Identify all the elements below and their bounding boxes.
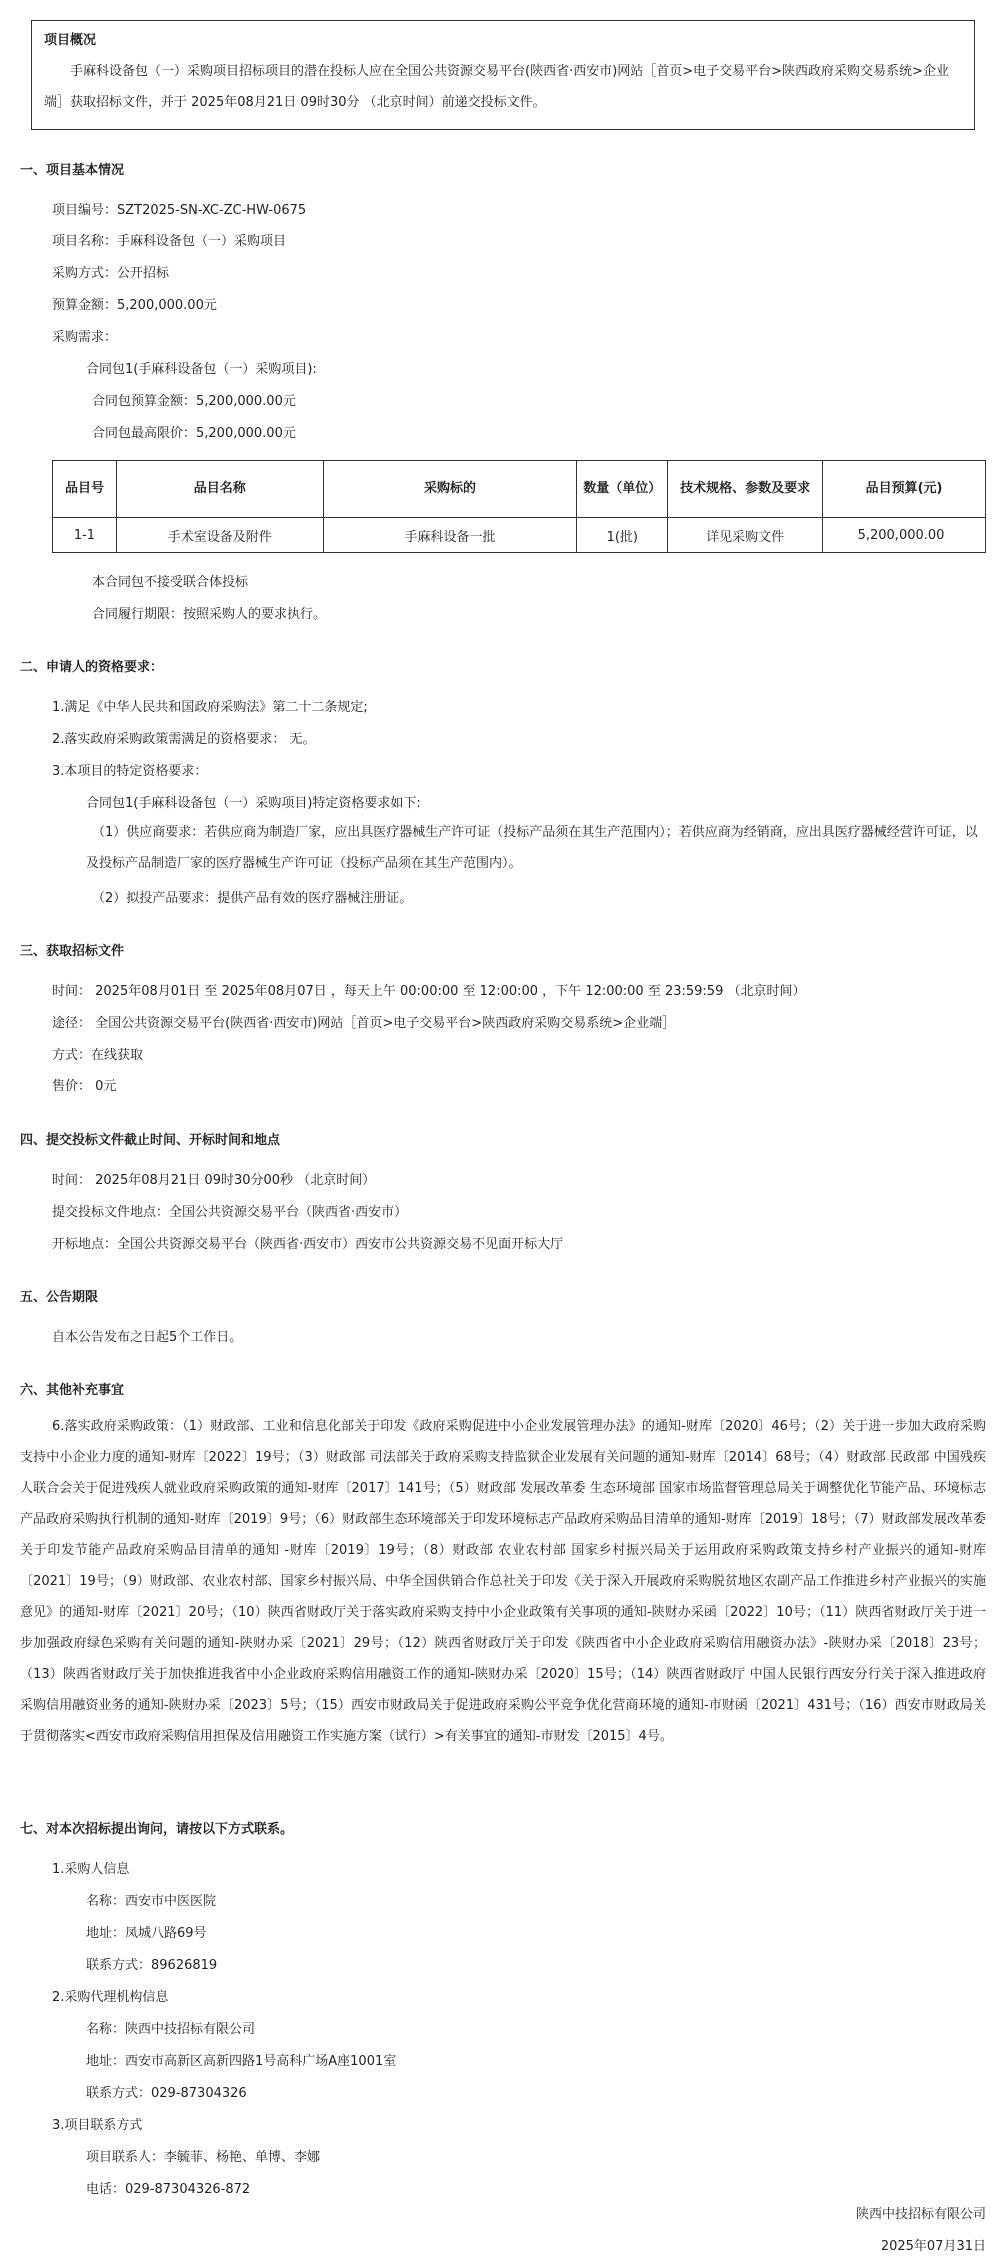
footer-organization: 陕西中技招标有限公司 <box>855 2207 986 2222</box>
buyer-name: 名称：西安市中医医院 <box>86 1894 217 1909</box>
overview-text: 手麻科设备包（一）采购项目招标项目的潜在投标人应在全国公共资源交易平台(陕西省·西安市)网站［首页>电子交易平台>陕西政府采购交易系统>企业端］获取招标文件，并于 2025年08月21日 09时30分 （北京时间）前递交投标文件。 <box>44 64 949 110</box>
table-header: 技术规格、参数及要求 <box>668 461 823 518</box>
table-cell: 手麻科设备一批 <box>323 518 577 553</box>
qual-product: （2）拟投产品要求：提供产品有效的医疗器械注册证。 <box>92 891 413 906</box>
table-cell: 1-1 <box>53 518 117 553</box>
agent-heading: 2.采购代理机构信息 <box>52 1990 169 2005</box>
buyer-contact: 联系方式：89626819 <box>86 1958 218 1973</box>
section-7-title: 七、对本次招标提出询问，请按以下方式联系。 <box>20 1822 294 1837</box>
obtain-mode: 方式：在线获取 <box>52 1048 144 1063</box>
policy-text: 6.落实政府采购政策：（1）财政部、工业和信息化部关于印发《政府采购促进中小企业发展管理办法》的通知-财库〔2020〕46号；（2）关于进一步加大政府采购支持中小企业力度的通知-财库〔2022〕19号；（3）财政部 司法部关于政府采购支持监狱企业发展有关问题的通知-财库〔2014〕68号；（4）财政部 民政部 中国残疾人联合会关于促进残疾人就业政府采购政策的通知-财库〔2017〕141号；（5）财政部 发展改革委 生态环境部 国家市场监督管理总局关于调整优化节能产品、环境标志产品政府采购执行机制的通知-财库〔2019〕9号；（6）财政部生态环境部关于印发环境标志产品政府采购品目清单的通知-财库〔2019〕18号；（7）财政部发展改革委关于印发节能产品政府采购品目清单的通知 -财库〔2019〕19号；（8）财政部 农业农村部 国家乡村振兴局关于运用政府采购政策支持乡村产业振兴的通知-财库〔2021〕19号；（9）财政部、农业农村部、国家乡村振兴局、中华全国供销合作总社关于印发《关于深入开展政府采购脱贫地区农副产品工作推进乡村产业振兴的实施意见》的通知-财库〔2021〕20号；（10）陕西省财政厅关于落实政府采购支持中小企业政策有关事项的通知-陕财办采函〔2022〕10号；（11）陕西省财政厅关于进一步加强政府绿色采购有关问题的通知-陕财办采〔2021〕29号；（12）陕西省财政厅关于印发《陕西省中小企业政府采购信用融资办法》-陕财办采〔2018〕23号；（13）陕西省财政厅关于加快推进我省中小企业政府采购信用融资工作的通知-陕财办采〔2020〕15号；（14）陕西省财政厅 中国人民银行西安分行关于深入推进政府采购信用融资业务的通知-陕财办采〔2023〕5号；（15）西安市财政局关于促进政府采购公平竞争优化营商环境的通知-市财函〔2021〕431号；（16）西安市财政局关于贯彻落实<西安市政府采购信用担保及信用融资工作实施方案（试行）>有关事宜的通知-市财发〔2015〕4号。 <box>20 1419 986 1744</box>
table-cell: 手术室设备及附件 <box>116 518 323 553</box>
procurement-demand: 采购需求： <box>52 330 118 345</box>
package-budget: 合同包预算金额：5,200,000.00元 <box>92 394 296 409</box>
table-cell: 5,200,000.00 <box>823 518 986 553</box>
buyer-address: 地址：凤城八路69号 <box>86 1926 207 1941</box>
agent-name: 名称：陕西中技招标有限公司 <box>86 2022 256 2037</box>
section-2-title: 二、申请人的资格要求： <box>20 660 164 675</box>
qual-2: 2.落实政府采购政策需满足的资格要求： 无。 <box>52 732 316 747</box>
table-header: 品目名称 <box>116 461 323 518</box>
project-contact-phone: 电话：029-87304326-872 <box>86 2182 251 2197</box>
obtain-time: 时间： 2025年08月01日 至 2025年08月07日 ，每天上午 00:00:00 至 12:00:00 ，下午 12:00:00 至 23:59:59 （北京时间） <box>52 984 806 999</box>
obtain-price: 售价： 0元 <box>52 1079 117 1094</box>
deadline-time: 时间： 2025年08月21日 09时30分00秒 （北京时间） <box>52 1173 376 1188</box>
qual-1: 1.满足《中华人民共和国政府采购法》第二十二条规定; <box>52 700 368 715</box>
notice-period: 自本公告发布之日起5个工作日。 <box>52 1330 243 1345</box>
package-title: 合同包1(手麻科设备包（一）采购项目): <box>86 362 317 377</box>
package-max-price: 合同包最高限价：5,200,000.00元 <box>92 426 296 441</box>
no-joint-bid: 本合同包不接受联合体投标 <box>92 575 249 590</box>
footer-date: 2025年07月31日 <box>880 2239 986 2254</box>
overview-title: 项目概况 <box>44 33 97 48</box>
contract-period: 合同履行期限：按照采购人的要求执行。 <box>92 607 327 622</box>
obtain-way: 途径： 全国公共资源交易平台(陕西省·西安市)网站［首页>电子交易平台>陕西政府采购交易系统>企业端］ <box>52 1016 676 1031</box>
agent-contact: 联系方式：029-87304326 <box>86 2086 247 2101</box>
table-header: 品目预算(元) <box>823 461 986 518</box>
project-contact-people: 项目联系人：李毓菲、杨艳、单博、李娜 <box>86 2150 321 2165</box>
project-name: 项目名称：手麻科设备包（一）采购项目 <box>52 234 287 249</box>
project-contact-heading: 3.项目联系方式 <box>52 2118 143 2133</box>
budget-amount: 预算金额：5,200,000.00元 <box>52 298 217 313</box>
agent-address: 地址：西安市高新区高新四路1号高科广场A座1001室 <box>86 2054 397 2069</box>
table-cell: 1(批) <box>577 518 668 553</box>
table-header: 采购标的 <box>323 461 577 518</box>
submit-location: 提交投标文件地点：全国公共资源交易平台（陕西省·西安市） <box>52 1205 408 1220</box>
section-5-title: 五、公告期限 <box>20 1290 99 1305</box>
items-table <box>52 460 986 553</box>
table-cell: 详见采购文件 <box>668 518 823 553</box>
procurement-method: 采购方式：公开招标 <box>52 266 170 281</box>
project-code: 项目编号：SZT2025-SN-XC-ZC-HW-0675 <box>52 203 307 218</box>
section-6-title: 六、其他补充事宜 <box>20 1383 125 1398</box>
table-header: 品目号 <box>53 461 117 518</box>
table-row <box>53 518 986 553</box>
qual-supplier: （1）供应商要求：若供应商为制造厂家，应出具医疗器械生产许可证（投标产品须在其生产范围内）；若供应商为经销商，应出具医疗器械经营许可证，以及投标产品制造厂家的医疗器械生产许可证（投标产品须在其生产范围内）。 <box>86 825 978 871</box>
section-3-title: 三、获取招标文件 <box>20 944 125 959</box>
overview-box <box>31 20 975 130</box>
qual-package: 合同包1(手麻科设备包（一）采购项目)特定资格要求如下: <box>86 796 421 811</box>
opening-location: 开标地点：全国公共资源交易平台（陕西省·西安市）西安市公共资源交易不见面开标大厅 <box>52 1237 564 1252</box>
qual-3: 3.本项目的特定资格要求： <box>52 764 208 779</box>
table-header-row <box>53 461 986 518</box>
section-1-title: 一、项目基本情况 <box>20 163 125 178</box>
buyer-heading: 1.采购人信息 <box>52 1862 130 1877</box>
section-4-title: 四、提交投标文件截止时间、开标时间和地点 <box>20 1133 281 1148</box>
table-header: 数量（单位） <box>577 461 668 518</box>
